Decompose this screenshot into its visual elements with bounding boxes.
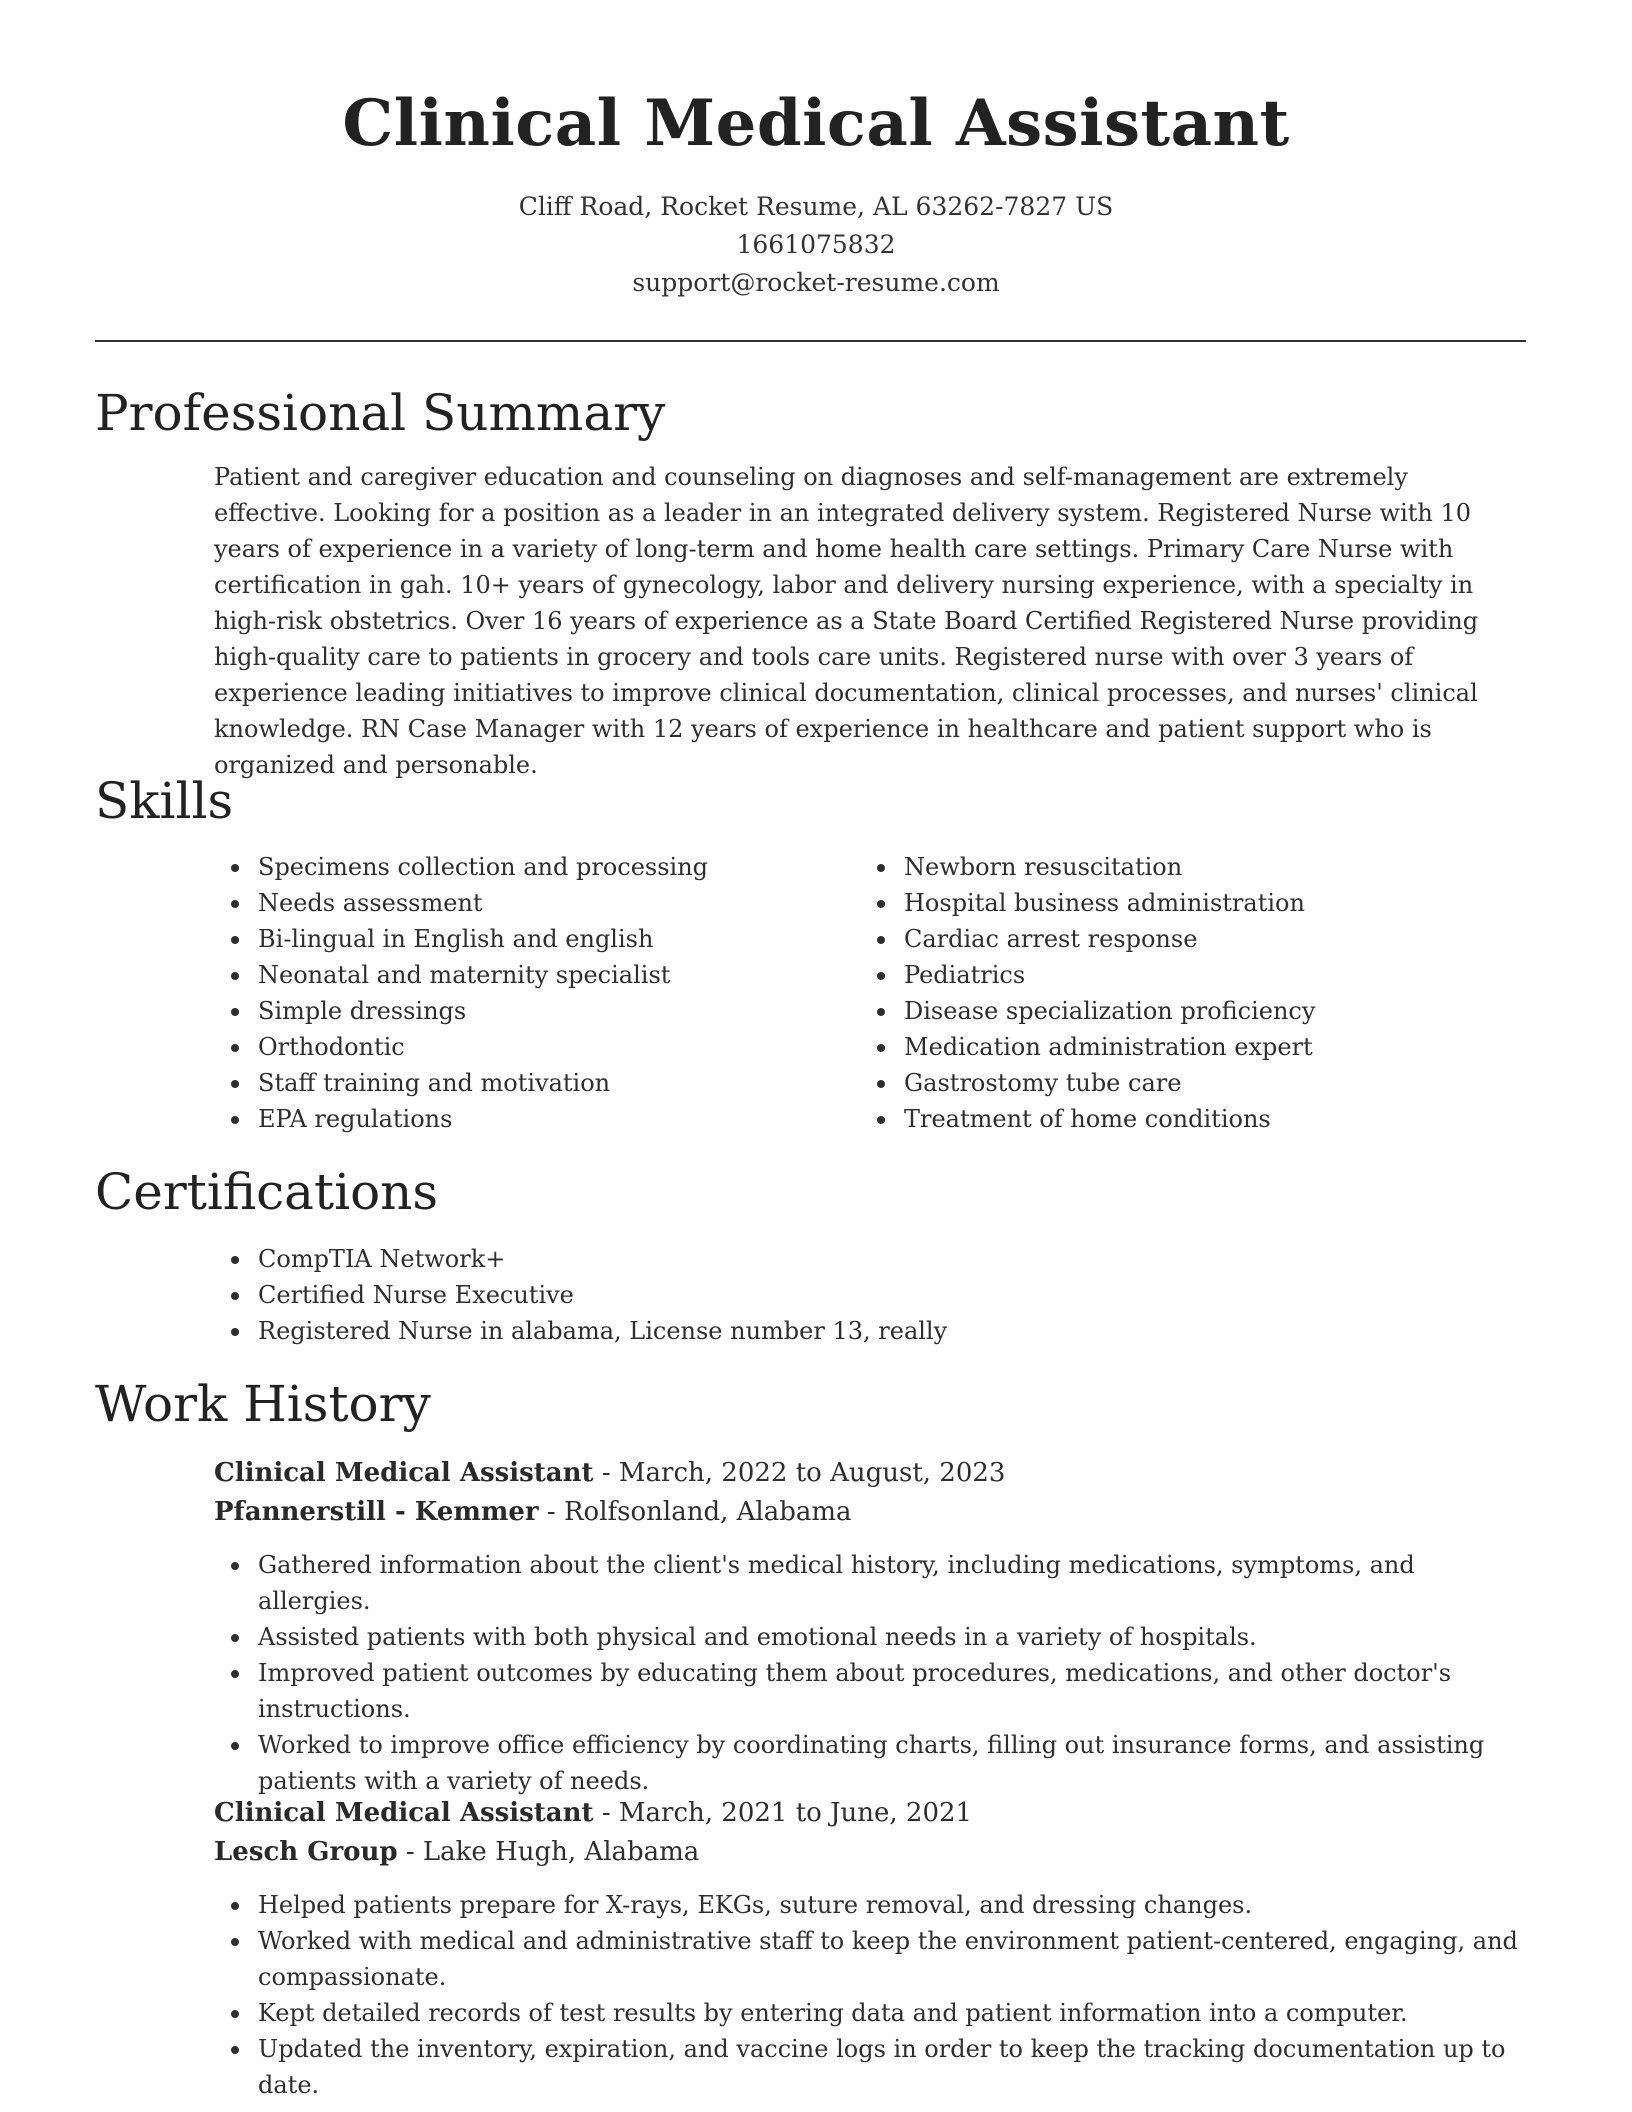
contact-email: support@rocket-resume.com [632, 268, 1000, 297]
contact-address: Cliff Road, Rocket Resume, AL 63262-7827 US [518, 192, 1114, 221]
certification-item: Certified Nurse Executive [214, 1277, 1526, 1313]
skill-item: Pediatrics [860, 957, 1526, 993]
skill-item: Needs assessment [214, 885, 854, 921]
job-duty: Worked to improve office efficiency by coordinating charts, filling out insurance forms, and assisting patients with a variety of needs. [214, 1727, 1526, 1799]
skill-item: Treatment of home conditions [860, 1101, 1526, 1137]
skill-item: Specimens collection and processing [214, 849, 854, 885]
skills-list-left [214, 849, 854, 1137]
resume-header [0, 82, 1632, 302]
job-company-line: Pfannerstill - Kemmer - Rolfsonland, Alabama [214, 1497, 852, 1527]
skill-item: Staff training and motivation [214, 1065, 854, 1101]
job-company-line: Lesch Group - Lake Hugh, Alabama [214, 1837, 700, 1867]
job-company: Lesch Group [214, 1837, 398, 1867]
skill-item: Cardiac arrest response [860, 921, 1526, 957]
skill-item: Newborn resuscitation [860, 849, 1526, 885]
skill-item: Neonatal and maternity specialist [214, 957, 854, 993]
contact-phone: 1661075832 [736, 230, 896, 259]
job-duty: Helped patients prepare for X-rays, EKGs, suture removal, and dressing changes. [214, 1887, 1526, 1923]
skill-item: Simple dressings [214, 993, 854, 1029]
skill-item: EPA regulations [214, 1101, 854, 1137]
job-location: Rolfsonland, Alabama [563, 1497, 852, 1527]
job-duties-list [214, 1547, 1526, 1799]
job-header [214, 1794, 1526, 1872]
job-location: Lake Hugh, Alabama [422, 1837, 700, 1867]
skill-item: Hospital business administration [860, 885, 1526, 921]
job-header [214, 1454, 1526, 1532]
job-duty: Improved patient outcomes by educating them about procedures, medications, and other doctor's instructions. [214, 1655, 1526, 1727]
work-history-heading: Work History [95, 1375, 431, 1433]
certification-item: Registered Nurse in alabama, License number 13, really [214, 1313, 1526, 1349]
skill-item: Medication administration expert [860, 1029, 1526, 1065]
job-duty: Assisted patients with both physical and emotional needs in a variety of hospitals. [214, 1619, 1526, 1655]
skills-list-right [860, 849, 1526, 1137]
summary-text: Patient and caregiver education and counseling on diagnoses and self-management are extremely effective. Looking for a position as a leader in an integrated delivery system. Registered Nurse with 10 years of experience in a variety of long-term and home health care settings. Primary Care Nurse with certification in gah. 10+ years of gynecology, labor and delivery nursing experience, with a specialty in high-risk obstetrics. Over 16 years of experience as a State Board Certified Registered Nurse providing high-quality care to patients in grocery and tools care units. Registered nurse with over 3 years of experience leading initiatives to improve clinical documentation, clinical processes, and nurses' clinical knowledge. RN Case Manager with 12 years of experience in healthcare and patient support who is organized and personable. [214, 463, 1479, 779]
job-duty: Gathered information about the client's medical history, including medications, symptoms, and allergies. [214, 1547, 1526, 1619]
job-duty: Updated the inventory, expiration, and vaccine logs in order to keep the tracking documentation up to date. [214, 2031, 1526, 2103]
skill-item: Gastrostomy tube care [860, 1065, 1526, 1101]
candidate-name: Clinical Medical Assistant [342, 86, 1290, 161]
job-duty: Worked with medical and administrative staff to keep the environment patient-centered, engaging, and compassionate. [214, 1923, 1526, 1995]
job-duties-list [214, 1887, 1526, 2103]
job-company: Pfannerstill - Kemmer [214, 1497, 539, 1527]
job-duty: Kept detailed records of test results by entering data and patient information into a computer. [214, 1995, 1526, 2031]
certifications-heading: Certifications [95, 1163, 439, 1221]
skill-item: Orthodontic [214, 1029, 854, 1065]
job-dates: March, 2022 to August, 2023 [618, 1458, 1006, 1488]
summary-heading: Professional Summary [95, 384, 666, 442]
certifications-list [214, 1241, 1526, 1349]
job-title-line: Clinical Medical Assistant - March, 2022 to August, 2023 [214, 1458, 1006, 1488]
job-title: Clinical Medical Assistant [214, 1798, 594, 1828]
job-title-line: Clinical Medical Assistant - March, 2021 to June, 2021 [214, 1798, 973, 1828]
job-dates: March, 2021 to June, 2021 [618, 1798, 973, 1828]
skill-item: Disease specialization proficiency [860, 993, 1526, 1029]
contact-info [0, 188, 1632, 302]
job-title: Clinical Medical Assistant [214, 1458, 594, 1488]
header-divider [95, 340, 1526, 342]
certification-item: CompTIA Network+ [214, 1241, 1526, 1277]
skill-item: Bi-lingual in English and english [214, 921, 854, 957]
skills-heading: Skills [95, 772, 234, 830]
